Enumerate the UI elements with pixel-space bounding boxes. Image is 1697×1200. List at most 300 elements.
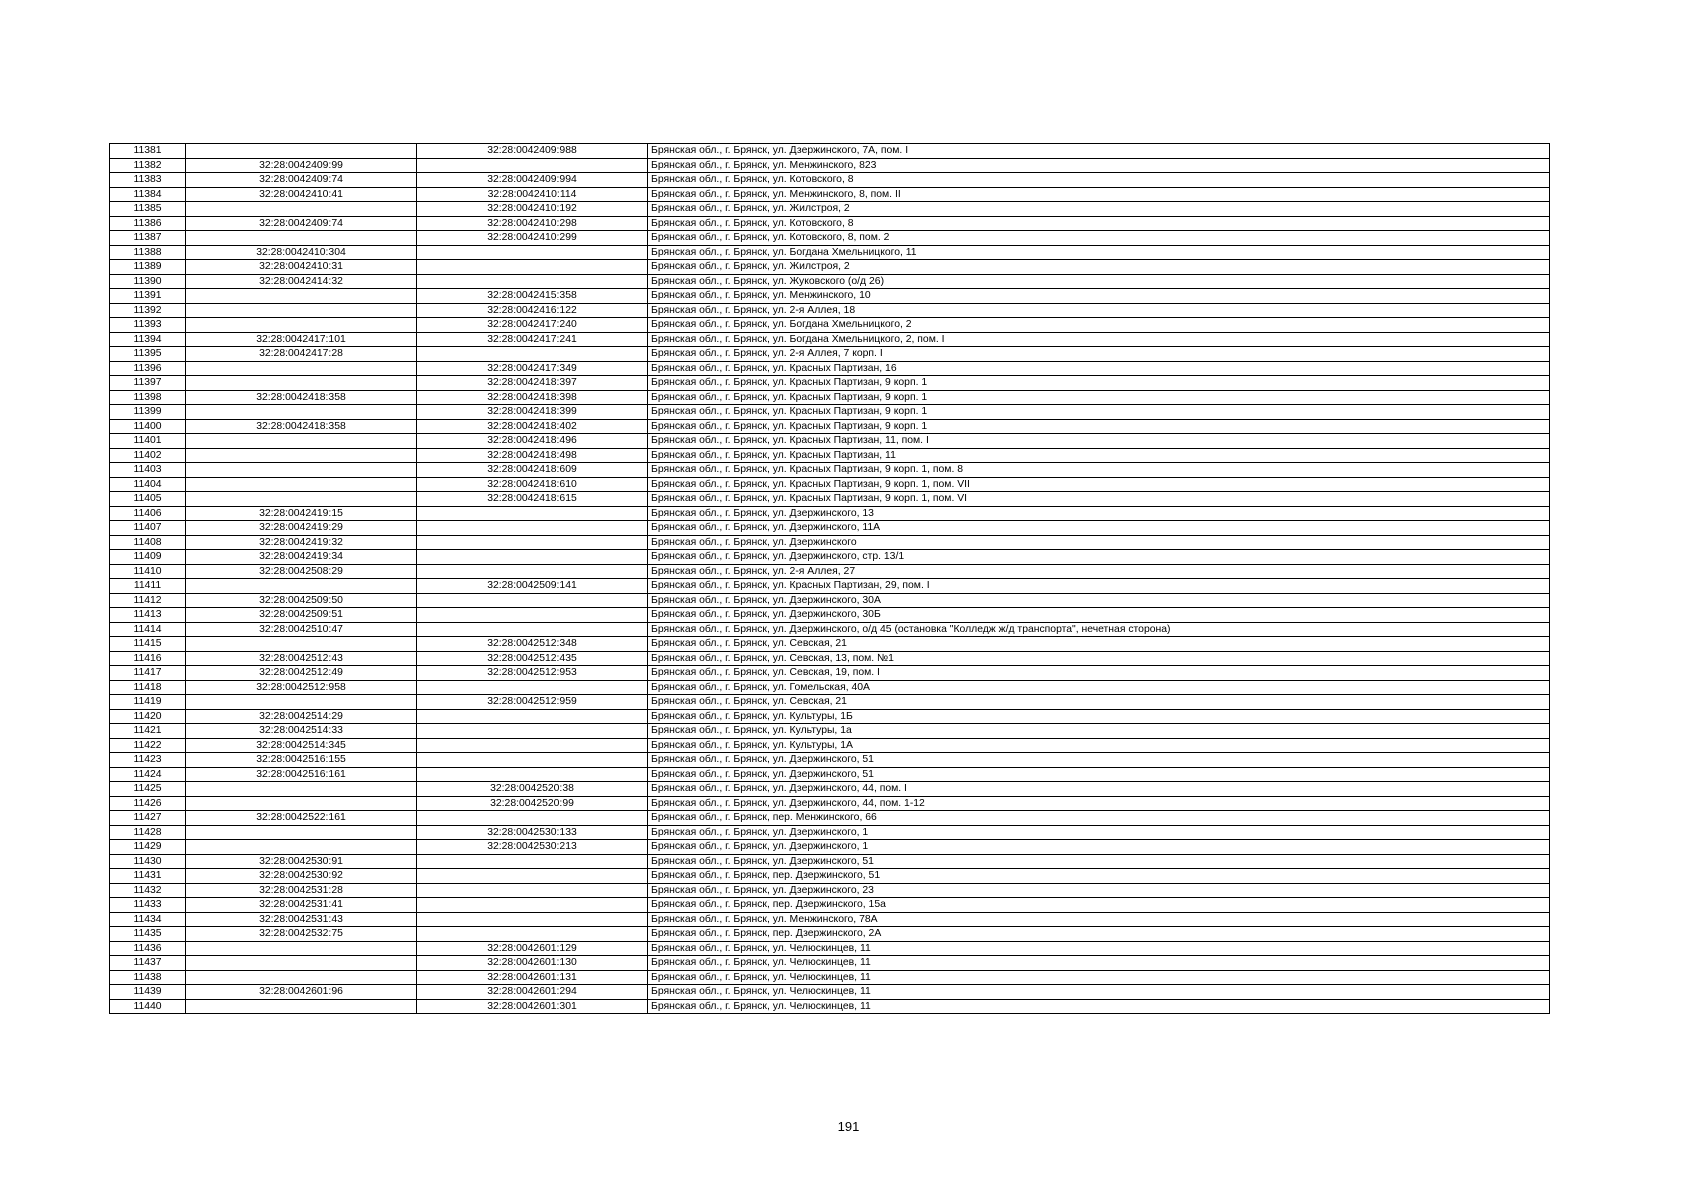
- table-row: [110, 840, 1550, 855]
- address-cell: Брянская обл., г. Брянск, ул. Красных Партизан, 9 корп. 1: [648, 419, 1550, 434]
- cadastral-number-b-cell: 32:28:0042530:133: [417, 825, 648, 840]
- address-cell: Брянская обл., г. Брянск, ул. Красных Партизан, 16: [648, 361, 1550, 376]
- row-number-cell: 11405: [110, 492, 186, 507]
- address-cell: Брянская обл., г. Брянск, ул. 2-я Аллея, 18: [648, 303, 1550, 318]
- row-number-cell: 11388: [110, 245, 186, 260]
- cadastral-number-b-cell: 32:28:0042601:129: [417, 941, 648, 956]
- row-number-cell: 11395: [110, 347, 186, 362]
- address-cell: Брянская обл., г. Брянск, ул. Менжинского, 8, пом. II: [648, 187, 1550, 202]
- cadastral-number-b-cell: 32:28:0042410:298: [417, 216, 648, 231]
- cadastral-number-b-cell: 32:28:0042417:241: [417, 332, 648, 347]
- table-row: [110, 158, 1550, 173]
- cadastral-number-b-cell: [417, 927, 648, 942]
- row-number-cell: 11423: [110, 753, 186, 768]
- cadastral-number-b-cell: [417, 550, 648, 565]
- row-number-cell: 11415: [110, 637, 186, 652]
- cadastral-number-b-cell: [417, 245, 648, 260]
- table-row: [110, 782, 1550, 797]
- table-row: [110, 535, 1550, 550]
- cadastral-number-b-cell: [417, 535, 648, 550]
- cadastral-number-b-cell: 32:28:0042601:130: [417, 956, 648, 971]
- cadastral-number-a-cell: 32:28:0042409:99: [186, 158, 417, 173]
- cadastral-number-a-cell: [186, 448, 417, 463]
- row-number-cell: 11432: [110, 883, 186, 898]
- address-cell: Брянская обл., г. Брянск, ул. 2-я Аллея, 27: [648, 564, 1550, 579]
- address-cell: Брянская обл., г. Брянск, ул. Дзержинского, 13: [648, 506, 1550, 521]
- cadastral-number-b-cell: [417, 564, 648, 579]
- row-number-cell: 11402: [110, 448, 186, 463]
- cadastral-number-a-cell: [186, 637, 417, 652]
- address-cell: Брянская обл., г. Брянск, ул. Севская, 21: [648, 695, 1550, 710]
- address-cell: Брянская обл., г. Брянск, ул. Дзержинского, 1: [648, 840, 1550, 855]
- address-cell: Брянская обл., г. Брянск, ул. Культуры, 1а: [648, 724, 1550, 739]
- address-cell: Брянская обл., г. Брянск, ул. Севская, 13, пом. №1: [648, 651, 1550, 666]
- address-cell: Брянская обл., г. Брянск, ул. Красных Партизан, 9 корп. 1: [648, 390, 1550, 405]
- cadastral-number-b-cell: 32:28:0042601:294: [417, 985, 648, 1000]
- address-cell: Брянская обл., г. Брянск, ул. Дзержинского, 44, пом. I: [648, 782, 1550, 797]
- table-row: [110, 941, 1550, 956]
- cadastral-number-a-cell: 32:28:0042419:32: [186, 535, 417, 550]
- row-number-cell: 11422: [110, 738, 186, 753]
- cadastral-number-a-cell: 32:28:0042508:29: [186, 564, 417, 579]
- cadastral-number-a-cell: [186, 318, 417, 333]
- cadastral-number-b-cell: [417, 709, 648, 724]
- address-cell: Брянская обл., г. Брянск, ул. Богдана Хмельницкого, 2, пом. I: [648, 332, 1550, 347]
- table-row: [110, 434, 1550, 449]
- address-cell: Брянская обл., г. Брянск, ул. Дзержинского, 23: [648, 883, 1550, 898]
- cadastral-number-a-cell: 32:28:0042414:32: [186, 274, 417, 289]
- table-row: [110, 811, 1550, 826]
- cadastral-number-b-cell: 32:28:0042601:301: [417, 999, 648, 1014]
- table-row: [110, 303, 1550, 318]
- table-row: [110, 390, 1550, 405]
- cadastral-number-a-cell: [186, 782, 417, 797]
- cadastral-number-a-cell: 32:28:0042531:43: [186, 912, 417, 927]
- row-number-cell: 11400: [110, 419, 186, 434]
- row-number-cell: 11406: [110, 506, 186, 521]
- cadastral-number-a-cell: 32:28:0042418:358: [186, 419, 417, 434]
- row-number-cell: 11426: [110, 796, 186, 811]
- cadastral-number-b-cell: [417, 680, 648, 695]
- cadastral-number-b-cell: 32:28:0042410:192: [417, 202, 648, 217]
- cadastral-number-b-cell: 32:28:0042416:122: [417, 303, 648, 318]
- address-cell: Брянская обл., г. Брянск, ул. Челюскинцев, 11: [648, 999, 1550, 1014]
- row-number-cell: 11411: [110, 579, 186, 594]
- cadastral-number-b-cell: [417, 883, 648, 898]
- cadastral-number-b-cell: 32:28:0042418:399: [417, 405, 648, 420]
- cadastral-number-a-cell: [186, 202, 417, 217]
- address-cell: Брянская обл., г. Брянск, пер. Дзержинского, 51: [648, 869, 1550, 884]
- table-row: [110, 506, 1550, 521]
- table-row: [110, 912, 1550, 927]
- cadastral-number-a-cell: [186, 289, 417, 304]
- table-row: [110, 289, 1550, 304]
- address-cell: Брянская обл., г. Брянск, ул. Гомельская, 40А: [648, 680, 1550, 695]
- address-cell: Брянская обл., г. Брянск, ул. Котовского, 8: [648, 173, 1550, 188]
- cadastral-number-a-cell: [186, 956, 417, 971]
- table-row: [110, 985, 1550, 1000]
- cadastral-number-b-cell: [417, 767, 648, 782]
- table-row: [110, 231, 1550, 246]
- cadastral-number-a-cell: 32:28:0042530:92: [186, 869, 417, 884]
- cadastral-number-b-cell: 32:28:0042409:994: [417, 173, 648, 188]
- cadastral-number-a-cell: 32:28:0042410:41: [186, 187, 417, 202]
- table-row: [110, 187, 1550, 202]
- cadastral-number-b-cell: 32:28:0042512:953: [417, 666, 648, 681]
- cadastral-number-a-cell: [186, 840, 417, 855]
- table-row: [110, 245, 1550, 260]
- row-number-cell: 11407: [110, 521, 186, 536]
- table-row: [110, 492, 1550, 507]
- row-number-cell: 11385: [110, 202, 186, 217]
- cadastral-number-b-cell: [417, 608, 648, 623]
- cadastral-number-b-cell: [417, 260, 648, 275]
- cadastral-number-b-cell: 32:28:0042417:349: [417, 361, 648, 376]
- cadastral-number-b-cell: [417, 854, 648, 869]
- cadastral-number-b-cell: [417, 158, 648, 173]
- table-row: [110, 593, 1550, 608]
- address-cell: Брянская обл., г. Брянск, ул. Дзержинского, 1: [648, 825, 1550, 840]
- cadastral-number-a-cell: 32:28:0042512:43: [186, 651, 417, 666]
- cadastral-number-a-cell: [186, 492, 417, 507]
- cadastral-number-a-cell: 32:28:0042409:74: [186, 173, 417, 188]
- row-number-cell: 11381: [110, 144, 186, 159]
- row-number-cell: 11387: [110, 231, 186, 246]
- row-number-cell: 11384: [110, 187, 186, 202]
- address-cell: Брянская обл., г. Брянск, ул. Котовского, 8, пом. 2: [648, 231, 1550, 246]
- cadastral-number-a-cell: 32:28:0042512:49: [186, 666, 417, 681]
- row-number-cell: 11439: [110, 985, 186, 1000]
- row-number-cell: 11414: [110, 622, 186, 637]
- table-row: [110, 260, 1550, 275]
- table-row: [110, 724, 1550, 739]
- table-row: [110, 144, 1550, 159]
- address-cell: Брянская обл., г. Брянск, ул. Красных Партизан, 9 корп. 1, пом. 8: [648, 463, 1550, 478]
- row-number-cell: 11421: [110, 724, 186, 739]
- address-cell: Брянская обл., г. Брянск, ул. Красных Партизан, 9 корп. 1, пом. VI: [648, 492, 1550, 507]
- address-cell: Брянская обл., г. Брянск, ул. 2-я Аллея, 7 корп. I: [648, 347, 1550, 362]
- address-cell: Брянская обл., г. Брянск, ул. Челюскинцев, 11: [648, 970, 1550, 985]
- table-row: [110, 898, 1550, 913]
- address-cell: Брянская обл., г. Брянск, ул. Дзержинского, 7А, пом. I: [648, 144, 1550, 159]
- cadastral-number-b-cell: [417, 593, 648, 608]
- cadastral-number-b-cell: 32:28:0042512:435: [417, 651, 648, 666]
- address-cell: Брянская обл., г. Брянск, ул. Красных Партизан, 9 корп. 1: [648, 376, 1550, 391]
- cadastral-number-b-cell: [417, 274, 648, 289]
- address-cell: Брянская обл., г. Брянск, ул. Красных Партизан, 11: [648, 448, 1550, 463]
- table-row: [110, 956, 1550, 971]
- row-number-cell: 11430: [110, 854, 186, 869]
- table-row: [110, 361, 1550, 376]
- row-number-cell: 11390: [110, 274, 186, 289]
- row-number-cell: 11418: [110, 680, 186, 695]
- table-row: [110, 550, 1550, 565]
- address-cell: Брянская обл., г. Брянск, ул. Менжинского, 823: [648, 158, 1550, 173]
- cadastral-number-b-cell: [417, 622, 648, 637]
- cadastral-number-a-cell: 32:28:0042530:91: [186, 854, 417, 869]
- row-number-cell: 11425: [110, 782, 186, 797]
- table-row: [110, 970, 1550, 985]
- address-cell: Брянская обл., г. Брянск, ул. Челюскинцев, 11: [648, 941, 1550, 956]
- address-cell: Брянская обл., г. Брянск, ул. Красных Партизан, 29, пом. I: [648, 579, 1550, 594]
- cadastral-number-a-cell: [186, 434, 417, 449]
- cadastral-number-a-cell: 32:28:0042410:304: [186, 245, 417, 260]
- table-row: [110, 695, 1550, 710]
- cadastral-number-a-cell: 32:28:0042417:101: [186, 332, 417, 347]
- cadastral-number-a-cell: [186, 405, 417, 420]
- address-cell: Брянская обл., г. Брянск, ул. Дзержинского, 30Б: [648, 608, 1550, 623]
- row-number-cell: 11433: [110, 898, 186, 913]
- cadastral-number-a-cell: 32:28:0042419:15: [186, 506, 417, 521]
- cadastral-number-a-cell: 32:28:0042531:28: [186, 883, 417, 898]
- table-row: [110, 405, 1550, 420]
- row-number-cell: 11408: [110, 535, 186, 550]
- cadastral-number-a-cell: 32:28:0042531:41: [186, 898, 417, 913]
- registry-table-body: [110, 144, 1550, 1014]
- row-number-cell: 11393: [110, 318, 186, 333]
- row-number-cell: 11386: [110, 216, 186, 231]
- row-number-cell: 11391: [110, 289, 186, 304]
- table-row: [110, 796, 1550, 811]
- table-row: [110, 883, 1550, 898]
- cadastral-number-b-cell: 32:28:0042417:240: [417, 318, 648, 333]
- cadastral-number-a-cell: [186, 477, 417, 492]
- cadastral-number-a-cell: [186, 825, 417, 840]
- row-number-cell: 11428: [110, 825, 186, 840]
- table-row: [110, 825, 1550, 840]
- table-row: [110, 564, 1550, 579]
- address-cell: Брянская обл., г. Брянск, ул. Дзержинского, 44, пом. 1-12: [648, 796, 1550, 811]
- cadastral-number-a-cell: [186, 941, 417, 956]
- row-number-cell: 11429: [110, 840, 186, 855]
- address-cell: Брянская обл., г. Брянск, ул. Красных Партизан, 9 корп. 1: [648, 405, 1550, 420]
- address-cell: Брянская обл., г. Брянск, ул. Севская, 21: [648, 637, 1550, 652]
- cadastral-number-b-cell: [417, 347, 648, 362]
- address-cell: Брянская обл., г. Брянск, ул. Жилстроя, 2: [648, 202, 1550, 217]
- table-row: [110, 738, 1550, 753]
- table-row: [110, 579, 1550, 594]
- address-cell: Брянская обл., г. Брянск, ул. Дзержинского, о/д 45 (остановка "Колледж ж/д транспорта", нечетная сторона): [648, 622, 1550, 637]
- row-number-cell: 11427: [110, 811, 186, 826]
- cadastral-number-a-cell: [186, 970, 417, 985]
- address-cell: Брянская обл., г. Брянск, ул. Дзержинского, 11А: [648, 521, 1550, 536]
- table-row: [110, 376, 1550, 391]
- cadastral-number-a-cell: [186, 144, 417, 159]
- address-cell: Брянская обл., г. Брянск, ул. Красных Партизан, 9 корп. 1, пом. VII: [648, 477, 1550, 492]
- address-cell: Брянская обл., г. Брянск, ул. Жуковского (о/д 26): [648, 274, 1550, 289]
- row-number-cell: 11401: [110, 434, 186, 449]
- cadastral-number-a-cell: 32:28:0042512:958: [186, 680, 417, 695]
- cadastral-number-a-cell: 32:28:0042532:75: [186, 927, 417, 942]
- registry-table: [109, 143, 1550, 1014]
- cadastral-number-b-cell: [417, 738, 648, 753]
- cadastral-number-a-cell: [186, 579, 417, 594]
- cadastral-number-b-cell: 32:28:0042410:299: [417, 231, 648, 246]
- cadastral-number-b-cell: 32:28:0042418:402: [417, 419, 648, 434]
- address-cell: Брянская обл., г. Брянск, ул. Красных Партизан, 11, пом. I: [648, 434, 1550, 449]
- address-cell: Брянская обл., г. Брянск, ул. Севская, 19, пом. I: [648, 666, 1550, 681]
- table-row: [110, 854, 1550, 869]
- row-number-cell: 11394: [110, 332, 186, 347]
- cadastral-number-a-cell: [186, 361, 417, 376]
- table-row: [110, 753, 1550, 768]
- row-number-cell: 11404: [110, 477, 186, 492]
- cadastral-number-a-cell: 32:28:0042514:29: [186, 709, 417, 724]
- address-cell: Брянская обл., г. Брянск, ул. Дзержинского, 51: [648, 767, 1550, 782]
- address-cell: Брянская обл., г. Брянск, ул. Челюскинцев, 11: [648, 956, 1550, 971]
- cadastral-number-a-cell: 32:28:0042601:96: [186, 985, 417, 1000]
- address-cell: Брянская обл., г. Брянск, пер. Менжинского, 66: [648, 811, 1550, 826]
- row-number-cell: 11417: [110, 666, 186, 681]
- row-number-cell: 11383: [110, 173, 186, 188]
- address-cell: Брянская обл., г. Брянск, ул. Менжинского, 10: [648, 289, 1550, 304]
- cadastral-number-a-cell: [186, 999, 417, 1014]
- cadastral-number-a-cell: 32:28:0042516:155: [186, 753, 417, 768]
- cadastral-number-a-cell: 32:28:0042417:28: [186, 347, 417, 362]
- table-row: [110, 680, 1550, 695]
- cadastral-number-b-cell: [417, 869, 648, 884]
- cadastral-number-a-cell: [186, 303, 417, 318]
- row-number-cell: 11397: [110, 376, 186, 391]
- cadastral-number-a-cell: 32:28:0042509:51: [186, 608, 417, 623]
- row-number-cell: 11398: [110, 390, 186, 405]
- cadastral-number-a-cell: 32:28:0042419:34: [186, 550, 417, 565]
- table-row: [110, 477, 1550, 492]
- row-number-cell: 11435: [110, 927, 186, 942]
- cadastral-number-b-cell: 32:28:0042418:609: [417, 463, 648, 478]
- cadastral-number-b-cell: 32:28:0042601:131: [417, 970, 648, 985]
- cadastral-number-b-cell: 32:28:0042409:988: [417, 144, 648, 159]
- cadastral-number-a-cell: 32:28:0042418:358: [186, 390, 417, 405]
- row-number-cell: 11410: [110, 564, 186, 579]
- cadastral-number-a-cell: 32:28:0042514:33: [186, 724, 417, 739]
- cadastral-number-b-cell: 32:28:0042530:213: [417, 840, 648, 855]
- table-row: [110, 608, 1550, 623]
- address-cell: Брянская обл., г. Брянск, ул. Котовского, 8: [648, 216, 1550, 231]
- table-row: [110, 622, 1550, 637]
- row-number-cell: 11413: [110, 608, 186, 623]
- table-row: [110, 419, 1550, 434]
- row-number-cell: 11440: [110, 999, 186, 1014]
- table-row: [110, 927, 1550, 942]
- table-row: [110, 216, 1550, 231]
- address-cell: Брянская обл., г. Брянск, ул. Менжинского, 78А: [648, 912, 1550, 927]
- cadastral-number-b-cell: [417, 912, 648, 927]
- cadastral-number-b-cell: 32:28:0042418:615: [417, 492, 648, 507]
- row-number-cell: 11436: [110, 941, 186, 956]
- table-row: [110, 709, 1550, 724]
- address-cell: Брянская обл., г. Брянск, пер. Дзержинского, 2А: [648, 927, 1550, 942]
- cadastral-number-b-cell: 32:28:0042418:498: [417, 448, 648, 463]
- cadastral-number-a-cell: 32:28:0042509:50: [186, 593, 417, 608]
- cadastral-number-b-cell: 32:28:0042512:348: [417, 637, 648, 652]
- row-number-cell: 11420: [110, 709, 186, 724]
- cadastral-number-b-cell: [417, 753, 648, 768]
- table-row: [110, 999, 1550, 1014]
- table-row: [110, 202, 1550, 217]
- table-row: [110, 869, 1550, 884]
- address-cell: Брянская обл., г. Брянск, ул. Дзержинского, 30А: [648, 593, 1550, 608]
- table-row: [110, 274, 1550, 289]
- row-number-cell: 11431: [110, 869, 186, 884]
- cadastral-number-b-cell: [417, 724, 648, 739]
- cadastral-number-b-cell: [417, 898, 648, 913]
- cadastral-number-a-cell: [186, 463, 417, 478]
- table-row: [110, 767, 1550, 782]
- cadastral-number-b-cell: 32:28:0042410:114: [417, 187, 648, 202]
- address-cell: Брянская обл., г. Брянск, ул. Богдана Хмельницкого, 11: [648, 245, 1550, 260]
- address-cell: Брянская обл., г. Брянск, пер. Дзержинского, 15а: [648, 898, 1550, 913]
- cadastral-number-a-cell: 32:28:0042409:74: [186, 216, 417, 231]
- row-number-cell: 11437: [110, 956, 186, 971]
- row-number-cell: 11416: [110, 651, 186, 666]
- address-cell: Брянская обл., г. Брянск, ул. Дзержинского, 51: [648, 753, 1550, 768]
- row-number-cell: 11409: [110, 550, 186, 565]
- table-row: [110, 448, 1550, 463]
- cadastral-number-b-cell: 32:28:0042418:397: [417, 376, 648, 391]
- cadastral-number-b-cell: 32:28:0042418:496: [417, 434, 648, 449]
- address-cell: Брянская обл., г. Брянск, ул. Культуры, 1Б: [648, 709, 1550, 724]
- address-cell: Брянская обл., г. Брянск, ул. Дзержинского, 51: [648, 854, 1550, 869]
- cadastral-number-a-cell: [186, 695, 417, 710]
- row-number-cell: 11412: [110, 593, 186, 608]
- row-number-cell: 11419: [110, 695, 186, 710]
- row-number-cell: 11434: [110, 912, 186, 927]
- cadastral-number-a-cell: 32:28:0042516:161: [186, 767, 417, 782]
- address-cell: Брянская обл., г. Брянск, ул. Дзержинского: [648, 535, 1550, 550]
- cadastral-number-a-cell: 32:28:0042514:345: [186, 738, 417, 753]
- page-number: 191: [837, 1119, 860, 1134]
- row-number-cell: 11399: [110, 405, 186, 420]
- cadastral-number-a-cell: 32:28:0042410:31: [186, 260, 417, 275]
- cadastral-number-a-cell: [186, 796, 417, 811]
- table-row: [110, 332, 1550, 347]
- cadastral-number-b-cell: 32:28:0042509:141: [417, 579, 648, 594]
- cadastral-number-b-cell: 32:28:0042418:610: [417, 477, 648, 492]
- cadastral-number-b-cell: [417, 521, 648, 536]
- table-row: [110, 521, 1550, 536]
- cadastral-number-a-cell: 32:28:0042522:161: [186, 811, 417, 826]
- table-row: [110, 637, 1550, 652]
- row-number-cell: 11389: [110, 260, 186, 275]
- address-cell: Брянская обл., г. Брянск, ул. Богдана Хмельницкого, 2: [648, 318, 1550, 333]
- row-number-cell: 11438: [110, 970, 186, 985]
- cadastral-number-b-cell: 32:28:0042418:398: [417, 390, 648, 405]
- table-row: [110, 666, 1550, 681]
- address-cell: Брянская обл., г. Брянск, ул. Дзержинского, стр. 13/1: [648, 550, 1550, 565]
- address-cell: Брянская обл., г. Брянск, ул. Культуры, 1А: [648, 738, 1550, 753]
- row-number-cell: 11392: [110, 303, 186, 318]
- cadastral-number-a-cell: [186, 376, 417, 391]
- cadastral-number-b-cell: 32:28:0042512:959: [417, 695, 648, 710]
- cadastral-number-b-cell: [417, 811, 648, 826]
- cadastral-number-b-cell: 32:28:0042415:358: [417, 289, 648, 304]
- cadastral-number-a-cell: [186, 231, 417, 246]
- table-row: [110, 347, 1550, 362]
- table-row: [110, 318, 1550, 333]
- table-row: [110, 463, 1550, 478]
- cadastral-number-a-cell: 32:28:0042419:29: [186, 521, 417, 536]
- address-cell: Брянская обл., г. Брянск, ул. Челюскинцев, 11: [648, 985, 1550, 1000]
- table-row: [110, 651, 1550, 666]
- row-number-cell: 11403: [110, 463, 186, 478]
- row-number-cell: 11396: [110, 361, 186, 376]
- cadastral-number-b-cell: 32:28:0042520:38: [417, 782, 648, 797]
- cadastral-number-b-cell: [417, 506, 648, 521]
- cadastral-number-b-cell: 32:28:0042520:99: [417, 796, 648, 811]
- table-row: [110, 173, 1550, 188]
- row-number-cell: 11424: [110, 767, 186, 782]
